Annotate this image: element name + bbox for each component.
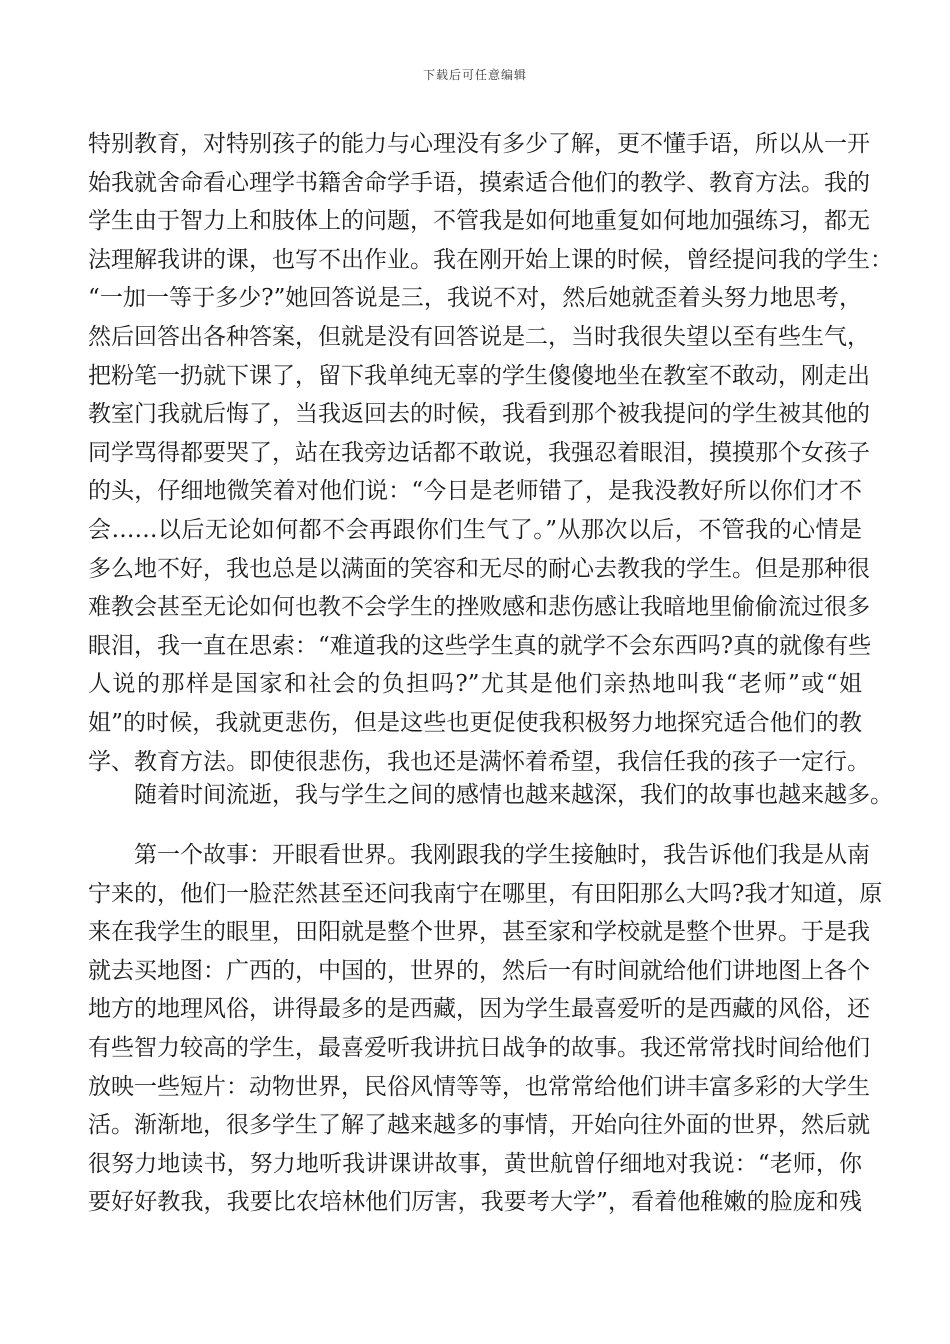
- text-line: 教室门我就后悔了，当我返回去的时候，我看到那个被我提问的学生被其他的: [88, 401, 870, 428]
- text-line: 地方的地理风俗，讲得最多的是西藏，因为学生最喜爱听的是西藏的风俗，还: [88, 996, 870, 1023]
- text-line: 放映一些短片：动物世界，民俗风情等等，也常常给他们讲丰富多彩的大学生: [88, 1073, 870, 1100]
- text-line: 有些智力较高的学生，最喜爱听我讲抗日战争的故事。我还常常找时间给他们: [88, 1034, 870, 1061]
- text-line: 就去买地图：广西的，中国的，世界的，然后一有时间就给他们讲地图上各个: [88, 957, 870, 984]
- paragraph-1: [88, 125, 893, 781]
- text-line: 学生由于智力上和肢体上的问题，不管我是如何地重复如何地加强练习，都无: [88, 208, 870, 235]
- text-line: 第一个故事：开眼看世界。我刚跟我的学生接触时，我告诉他们我是从南: [134, 842, 870, 868]
- text-line: 的头，仔细地微笑着对他们说：“今日是老师错了，是我没教好所以你们才不: [88, 478, 862, 505]
- text-line: 要好好教我，我要比农培林他们厉害，我要考大学”，看着他稚嫩的脸庞和残: [88, 1189, 862, 1216]
- text-line: 把粉笔一扔就下课了，留下我单纯无辜的学生傻傻地坐在教室不敢动，刚走出: [88, 362, 870, 389]
- text-line: 法理解我讲的课，也写不出作业。我在刚开始上课的时候，曾经提问我的学生：: [88, 246, 893, 273]
- text-line: 人说的那样是国家和社会的负担吗?”尤其是他们亲热地叫我“老师”或“姐: [88, 671, 862, 698]
- text-line: 同学骂得都要哭了，站在我旁边话都不敢说，我强忍着眼泪，摸摸那个女孩子: [88, 439, 870, 466]
- text-line: 会……以后无论如何都不会再跟你们生气了。”从那次以后，不管我的心情是: [88, 516, 862, 543]
- text-line: 多么地不好，我也总是以满面的笑容和无尽的耐心去教我的学生。但是那种很: [88, 555, 870, 582]
- text-line: 难教会甚至无论如何也教不会学生的挫败感和悲伤感让我暗地里偷偷流过很多: [88, 594, 870, 621]
- text-line: 活。渐渐地，很多学生了解了越来越多的事情，开始向往外面的世界，然后就: [88, 1112, 870, 1139]
- text-line: 姐”的时候，我就更悲伤，但是这些也更促使我积极努力地探究适合他们的教: [88, 709, 862, 736]
- text-line: 然后回答出各种答案，但就是没有回答说是二，当时我很失望以至有些生气，: [88, 323, 870, 350]
- text-line: “一加一等于多少?”她回答说是三，我说不对，然后她就歪着头努力地思考，: [88, 285, 862, 312]
- text-line: 来在我学生的眼里，田阳就是整个世界，甚至家和学校就是整个世界。于是我: [88, 919, 870, 946]
- text-line: 特别教育，对特别孩子的能力与心理没有多少了解，更不懂手语，所以从一开: [88, 131, 870, 157]
- text-line: 很努力地读书，努力地听我讲课讲故事，黄世航曾仔细地对我说：“老师，你: [88, 1150, 862, 1177]
- paragraph-2: [88, 776, 893, 815]
- text-line: 始我就舍命看心理学书籍舍命学手语，摸索适合他们的教学、教育方法。我的: [88, 169, 870, 196]
- page-header: 下载后可任意编辑: [422, 68, 527, 82]
- text-line: 学、教育方法。即使很悲伤，我也还是满怀着希望，我信任我的孩子一定行。: [88, 748, 870, 775]
- text-line: 宁来的，他们一脸茫然甚至还问我南宁在哪里，有田阳那么大吗?我才知道，原: [88, 880, 883, 907]
- text-line: 随着时间流逝，我与学生之间的感情也越来越深，我们的故事也越来越多。: [134, 782, 893, 808]
- paragraph-3: [88, 836, 883, 1222]
- text-line: 眼泪，我一直在思索：“难道我的这些学生真的就学不会东西吗?真的就像有些: [88, 632, 872, 659]
